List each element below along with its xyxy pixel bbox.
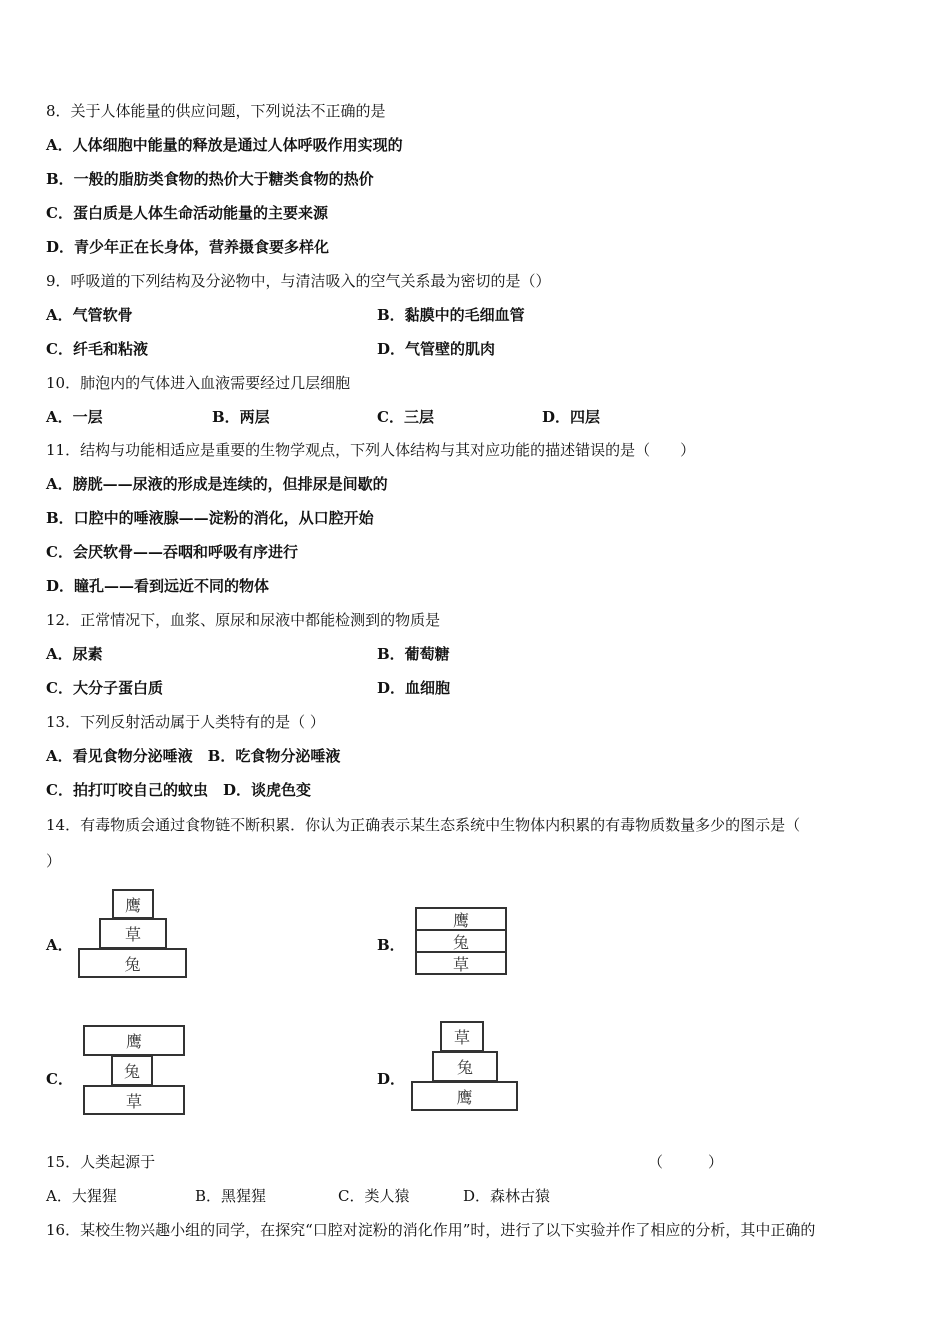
q14-b-bottom-box: 草 [415,951,507,975]
q10-stem: 10．肺泡内的气体进入血液需要经过几层细胞 [46,374,351,392]
q11-option-b: B．口腔中的唾液腺——淀粉的消化，从口腔开始 [46,509,374,527]
q10-option-c: C．三层 [377,408,434,426]
q15-stem: 15．人类起源于 [46,1153,156,1171]
q14-stem: 14．有毒物质会通过食物链不断积累．你认为正确表示某生态系统中生物体内积累的有毒物质数量多少的图示是（ [46,816,801,834]
q14-stem-end: ） [46,852,62,870]
q15-option-d: D．森林古猿 [463,1187,551,1205]
q11-stem: 11．结构与功能相适应是重要的生物学观点，下列人体结构与其对应功能的描述错误的是（ ） [46,441,696,459]
q8-stem: 8．关于人体能量的供应问题，下列说法不正确的是 [46,102,386,120]
q14-d-top-box: 草 [440,1021,484,1052]
q9-stem: 9．呼吸道的下列结构及分泌物中，与清洁吸入的空气关系最为密切的是（） [46,272,551,290]
q14-label-d: D． [377,1070,406,1088]
q14-c-bottom-box: 草 [83,1085,185,1115]
q12-option-b: B．葡萄糖 [377,645,450,663]
q15-option-a: A．大猩猩 [46,1187,117,1205]
q15-answer-paren: （ ） [648,1153,724,1171]
q14-a-bottom-box: 兔 [78,948,187,978]
q14-c-top-box: 鹰 [83,1025,185,1056]
q11-option-d: D．瞳孔——看到远近不同的物体 [46,577,270,595]
q9-option-c: C．纤毛和粘液 [46,340,148,358]
q12-stem: 12．正常情况下，血浆、原尿和尿液中都能检测到的物质是 [46,611,441,629]
q14-label-a: A． [46,936,73,954]
q8-option-d: D．青少年正在长身体，营养摄食要多样化 [46,238,330,256]
q8-option-c: C．蛋白质是人体生命活动能量的主要来源 [46,204,328,222]
q12-option-c: C．大分子蛋白质 [46,679,163,697]
q10-option-d: D．四层 [542,408,601,426]
q12-option-a: A．尿素 [46,645,103,663]
q12-option-d: D．血细胞 [377,679,451,697]
q14-label-c: C． [46,1070,73,1088]
q16-stem: 16．某校生物兴趣小组的同学，在探究“口腔对淀粉的消化作用”时，进行了以下实验并作了相应的分析，其中正确的 [46,1221,816,1239]
q11-option-a: A．膀胱——尿液的形成是连续的，但排尿是间歇的 [46,475,388,493]
q14-b-middle-box: 兔 [415,929,507,953]
q14-a-top-box: 鹰 [112,889,154,919]
q14-c-middle-box: 兔 [111,1055,153,1086]
q10-option-b: B．两层 [212,408,270,426]
q13-stem: 13．下列反射活动属于人类特有的是（ ） [46,713,325,731]
q9-option-d: D．气管壁的肌肉 [377,340,496,358]
q9-option-b: B．黏膜中的毛细血管 [377,306,525,324]
q14-d-bottom-box: 鹰 [411,1081,518,1111]
q11-option-c: C．会厌软骨——吞咽和呼吸有序进行 [46,543,298,561]
q13-options-ab: A．看见食物分泌唾液 B．吃食物分泌唾液 [46,747,341,765]
q15-option-c: C．类人猿 [338,1187,410,1205]
q14-label-b: B． [377,936,405,954]
q8-option-b: B．一般的脂肪类食物的热价大于糖类食物的热价 [46,170,374,188]
q14-b-top-box: 鹰 [415,907,507,931]
q14-d-middle-box: 兔 [432,1051,498,1082]
q14-a-middle-box: 草 [99,918,167,949]
q15-option-b: B．黑猩猩 [195,1187,267,1205]
q13-options-cd: C．拍打叮咬自己的蚊虫 D．谈虎色变 [46,781,311,799]
q8-option-a: A．人体细胞中能量的释放是通过人体呼吸作用实现的 [46,136,403,154]
q9-option-a: A．气管软骨 [46,306,133,324]
q10-option-a: A．一层 [46,408,103,426]
